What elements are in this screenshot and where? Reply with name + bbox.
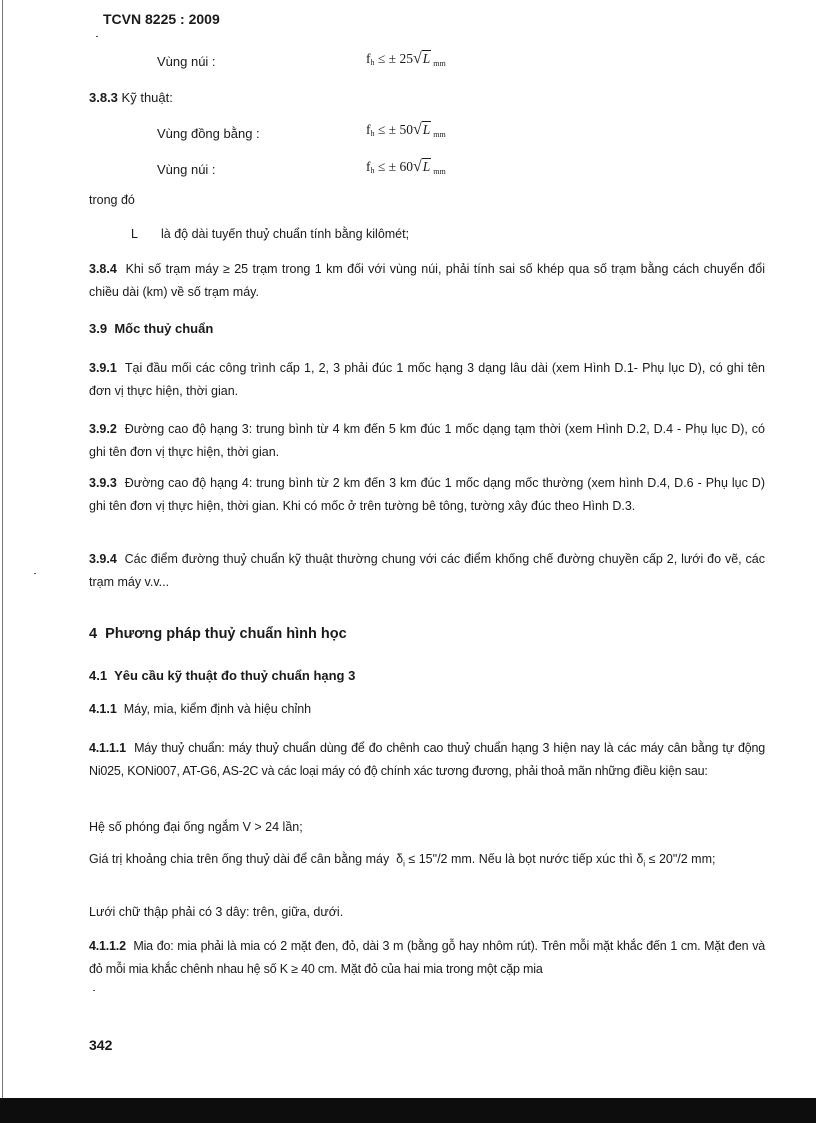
scan-speck: [96, 36, 98, 37]
paragraph-3-9-1: 3.9.1 Tại đầu mối các công trình cấp 1, 2, 3 phải đúc 1 mốc hạng 3 dạng lâu dài (xem Hình D.1- Phụ lục D), có ghi tên đơn vị thực hiện, thời gian.: [89, 361, 765, 398]
scan-edge-line: [2, 0, 3, 1123]
condition-crosshair: Lưới chữ thập phải có 3 dây: trên, giữa, dưới.: [89, 905, 344, 919]
paragraph-3-9-3: 3.9.3 Đường cao độ hạng 4: trung bình từ 2 km đến 3 km đúc 1 mốc dạng mốc thường (xem hình D.4, D.6 - Phụ lục D) ghi tên đơn vị thực hiện, thời gian. Khi có mốc ở trên tường bê tông, tường xây đúc theo Hình D.3.: [89, 476, 765, 513]
scan-bottom-bar: [0, 1098, 816, 1123]
formula-label: Vùng núi :: [157, 162, 216, 177]
formula-mountain-2: $f_h$ ≤ ± 60√L $_{mm}$: [366, 158, 446, 176]
paragraph-4-1-1-1: 4.1.1.1 Máy thuỷ chuẩn: máy thuỷ chuẩn dùng để đo chênh cao thuỷ chuẩn hạng 3 hiện nay là các máy cân bằng tự động Ni025, KONi007, AT-G6, AS-2C và các loại máy có độ chính xác tương đương, phải thoả mãn những điều kiện sau:: [89, 741, 765, 778]
condition-magnification: Hệ số phóng đại ống ngắm V > 24 lần;: [89, 820, 303, 834]
paragraph-3-9-4: 3.9.4 Các điểm đường thuỷ chuẩn kỹ thuật thường chung với các điểm khống chế đường chuyền cấp 2, lưới đo vẽ, các trạm máy v.v...: [89, 552, 765, 589]
condition-level-division: Giá trị khoảng chia trên ống thuỷ dài để cân bằng máy $\delta_i$ ≤ 15"/2 mm. Nếu là bọt nước tiếp xúc thì $\delta_i$ ≤ 20"/2 mm;: [89, 852, 716, 869]
section-3-8-3: 3.8.3 Kỹ thuật:: [89, 90, 173, 105]
paragraph-3-8-4: 3.8.4 Khi số trạm máy ≥ 25 trạm trong 1 km đối với vùng núi, phải tính sai số khép qua số trạm bằng cách chuyển đổi chiều dài (km) về số trạm máy.: [89, 262, 765, 299]
document-header: TCVN 8225 : 2009: [103, 11, 220, 27]
where-symbol: L: [131, 227, 138, 241]
section-heading-4: 4 Phương pháp thuỷ chuẩn hình học: [89, 626, 347, 642]
formula-label: Vùng núi :: [157, 54, 216, 69]
paragraph-4-1-1-2: 4.1.1.2 Mia đo: mia phải là mia có 2 mặt đen, đỏ, dài 3 m (bằng gỗ hay nhôm rút). Trên mỗi mặt khắc đến 1 cm. Mặt đen và đỏ mỗi mia khắc chênh nhau hệ số K ≥ 40 cm. Mặt đỏ của hai mia trong một cặp mia: [89, 939, 766, 976]
scan-speck: [93, 990, 95, 991]
formula-plain: $f_h$ ≤ ± 50√L $_{mm}$: [366, 121, 446, 139]
formula-mountain-1: $f_h$ ≤ ± 25√L $_{mm}$: [366, 50, 446, 68]
where-definition: là độ dài tuyến thuỷ chuẩn tính bằng kilômét;: [161, 227, 410, 241]
paragraph-4-1-1: 4.1.1 Máy, mia, kiểm định và hiệu chỉnh: [89, 702, 312, 716]
page-number: 342: [89, 1037, 113, 1053]
formula-label: Vùng đồng bằng :: [157, 126, 260, 141]
paragraph-3-9-2: 3.9.2 Đường cao độ hạng 3: trung bình từ 4 km đến 5 km đúc 1 mốc dạng tạm thời (xem Hình D.2, D.4 - Phụ lục D), có ghi tên đơn vị thực hiện, thời gian.: [89, 422, 765, 459]
section-heading-4-1: 4.1 Yêu cầu kỹ thuật đo thuỷ chuẩn hạng 3: [89, 668, 356, 683]
scan-speck: [34, 573, 36, 574]
where-intro: trong đó: [89, 193, 135, 207]
section-heading-3-9: 3.9 Mốc thuỷ chuẩn: [89, 321, 214, 336]
